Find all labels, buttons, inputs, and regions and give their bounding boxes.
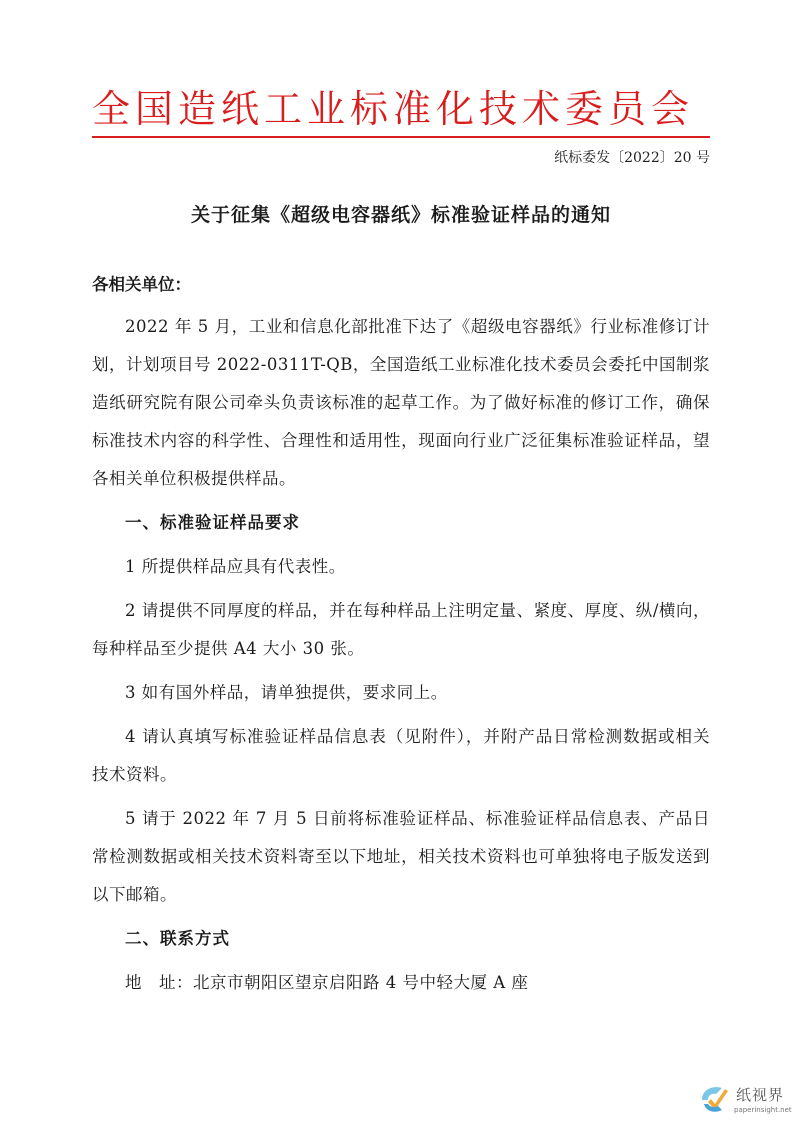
requirement-item: 2 请提供不同厚度的样品，并在每种样品上注明定量、紧度、厚度、纵/横向，每种样品至少提供 A4 大小 30 张。 [92,601,710,658]
organization-name: 全国造纸工业标准化技术委员会 [92,87,695,131]
requirement-item: 5 请于 2022 年 7 月 5 日前将标准验证样品、标准验证样品信息表、产品日常检测数据或相关技术资料寄至以下地址，相关技术资料也可单独将电子版发送到以下邮箱。 [92,809,710,904]
contact-address: 地 址：北京市朝阳区望京启阳路 4 号中轻大厦 A 座 [125,973,529,992]
salutation: 各相关单位： [92,275,191,294]
notice-body [92,266,710,1002]
requirement-item: 3 如有国外样品，请单独提供，要求同上。 [125,683,448,702]
watermark [698,1078,794,1122]
paperinsight-logo-icon [698,1082,732,1116]
requirement-item: 4 请认真填写标准验证样品信息表（见附件），并附产品日常检测数据或相关技术资料。 [92,727,710,784]
section-heading-contact: 二、联系方式 [125,929,230,948]
document-number: 纸标委发〔2022〕20 号 [554,150,710,166]
header-divider [92,136,710,138]
notice-title: 关于征集《超级电容器纸》标准验证样品的通知 [190,204,611,226]
watermark-name: 纸视界 [736,1086,785,1104]
requirement-item: 1 所提供样品应具有代表性。 [125,557,346,576]
watermark-url: paperinsight.net [734,1106,792,1114]
intro-paragraph: 2022 年 5 月，工业和信息化部批准下达了《超级电容器纸》行业标准修订计划，计划项目号 2022-0311T-QB，全国造纸工业标准化技术委员会委托中国制浆造纸研究院有限公司牵头负责该标准的起草工作。为了做好标准的修订工作，确保标准技术内容的科学性、合理性和适用性，现面向行业广泛征集标准验证样品，望各相关单位积极提供样品。 [92,317,710,488]
section-heading-requirements: 一、标准验证样品要求 [125,513,300,532]
